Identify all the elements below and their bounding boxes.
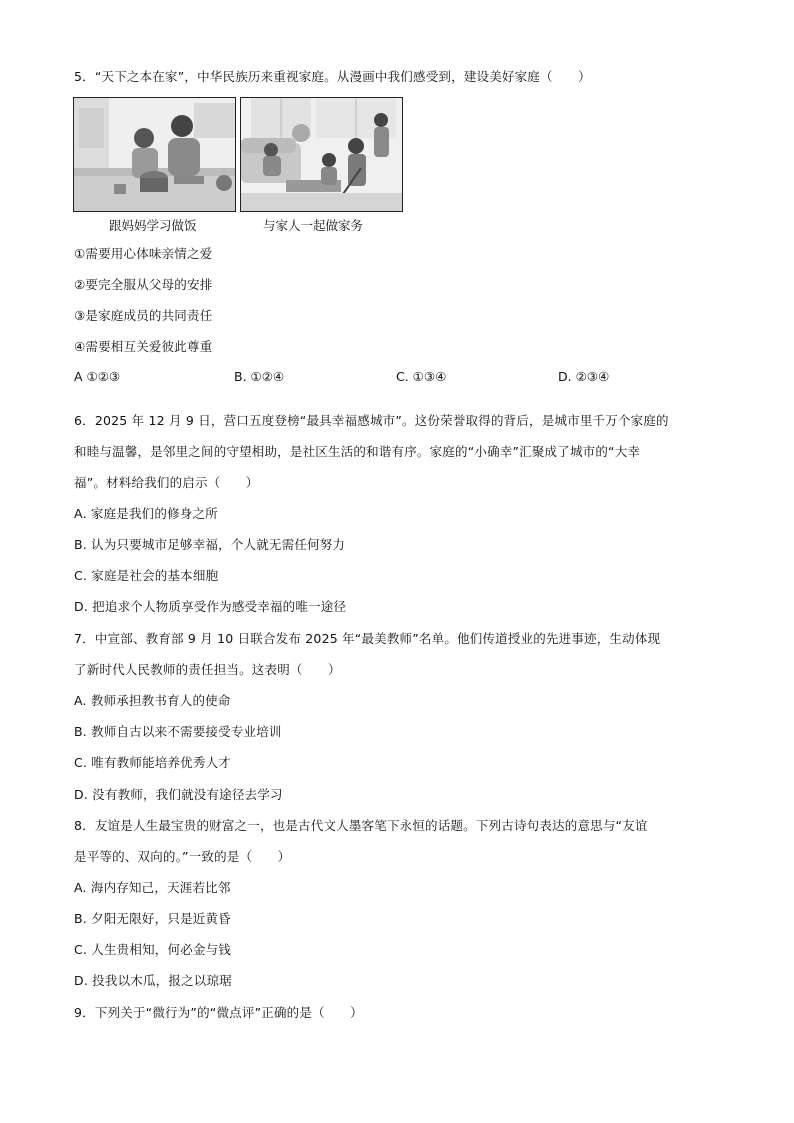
q6-option-d[interactable]: D. 把追求个人物质享受作为感受幸福的唯一途径 <box>74 599 347 614</box>
q5-item-3: ③是家庭成员的共同责任 <box>74 308 213 323</box>
q8-option-d[interactable]: D. 投我以木瓜，报之以琼琚 <box>74 973 232 988</box>
q7-option-c[interactable]: C. 唯有教师能培养优秀人才 <box>74 755 231 770</box>
q7-stem-line-1: 7．中宣部、教育部 9 月 10 日联合发布 2025 年“最美教师”名单。他们传道授业的先进事迹，生动体现 <box>74 631 661 646</box>
q6-stem-line-3: 福”。材料给我们的启示（ ） <box>74 475 259 490</box>
cartoon-cooking-with-mom <box>73 97 236 212</box>
q9-stem: 9．下列关于“微行为”的“微点评”正确的是（ ） <box>74 1005 363 1020</box>
q6-option-a[interactable]: A. 家庭是我们的修身之所 <box>74 506 218 521</box>
q8-stem-line-1: 8．友谊是人生最宝贵的财富之一，也是古代文人墨客笔下永恒的话题。下列古诗句表达的意思与“友谊 <box>74 818 648 833</box>
q6-stem-line-1: 6．2025 年 12 月 9 日，营口五度登榜“最具幸福感城市”。这份荣誉取得的背后，是城市里千万个家庭的 <box>74 413 669 428</box>
q5-stem: 5．“天下之本在家”，中华民族历来重视家庭。从漫画中我们感受到，建设美好家庭（ ） <box>74 69 591 84</box>
q8-option-b[interactable]: B. 夕阳无限好，只是近黄昏 <box>74 911 231 926</box>
q7-option-a[interactable]: A. 教师承担教书育人的使命 <box>74 693 231 708</box>
q5-item-2: ②要完全服从父母的安排 <box>74 277 213 292</box>
cartoon-housework-with-family <box>240 97 403 212</box>
q7-option-d[interactable]: D. 没有教师，我们就没有途径去学习 <box>74 787 283 802</box>
q7-option-b[interactable]: B. 教师自古以来不需要接受专业培训 <box>74 724 282 739</box>
q8-option-c[interactable]: C. 人生贵相知，何必金与钱 <box>74 942 231 957</box>
q5-option-b[interactable]: B. ①②④ <box>234 369 285 384</box>
q8-stem-line-2: 是平等的、双向的。”一致的是（ ） <box>74 849 291 864</box>
caption-right: 与家人一起做家务 <box>263 218 364 233</box>
q5-item-4: ④需要相互关爱彼此尊重 <box>74 339 213 354</box>
q6-stem-line-2: 和睦与温馨，是邻里之间的守望相助，是社区生活的和谐有序。家庭的“小确幸”汇聚成了城市的“大幸 <box>74 444 641 459</box>
q5-option-c[interactable]: C. ①③④ <box>396 369 447 384</box>
q5-item-1: ①需要用心体味亲情之爱 <box>74 246 213 261</box>
q6-option-c[interactable]: C. 家庭是社会的基本细胞 <box>74 568 219 583</box>
q5-option-a[interactable]: A ①②③ <box>74 369 121 384</box>
q5-option-d[interactable]: D. ②③④ <box>558 369 610 384</box>
q8-option-a[interactable]: A. 海内存知己，天涯若比邻 <box>74 880 231 895</box>
q5-options <box>74 369 714 387</box>
caption-left: 跟妈妈学习做饭 <box>109 218 197 233</box>
q7-stem-line-2: 了新时代人民教师的责任担当。这表明（ ） <box>74 662 341 677</box>
q6-option-b[interactable]: B. 认为只要城市足够幸福，个人就无需任何努力 <box>74 537 346 552</box>
